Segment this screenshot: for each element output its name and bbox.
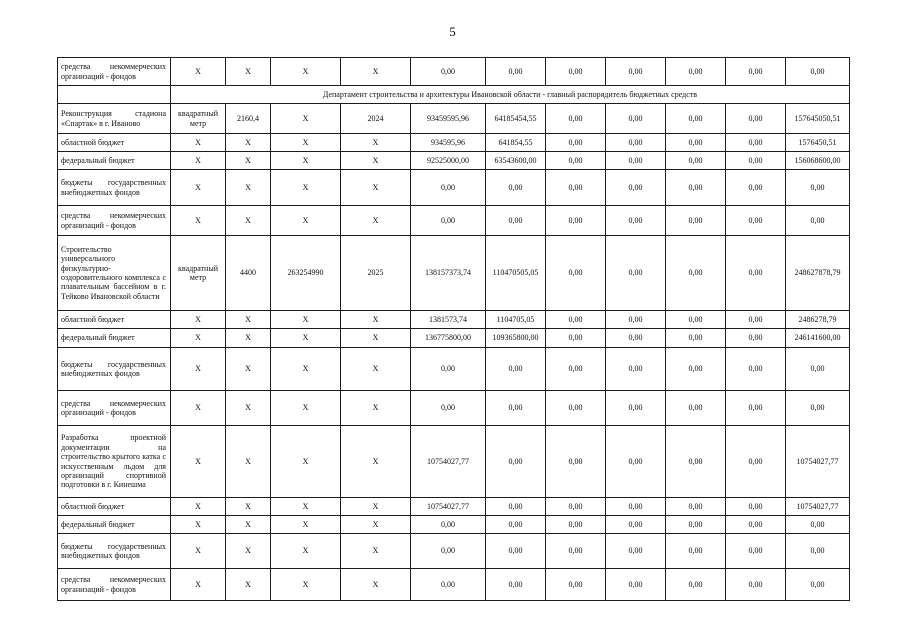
value-cell: X [171,206,226,236]
value-cell: 0,00 [786,534,850,569]
value-cell: 0,00 [666,152,726,170]
table-row [58,206,850,236]
value-cell: 934595,96 [411,134,486,152]
value-cell: 0,00 [666,58,726,86]
value-cell: 0,00 [546,348,606,391]
value-cell: 0,00 [666,134,726,152]
value-cell: 0,00 [411,206,486,236]
value-cell: 0,00 [546,498,606,516]
value-cell: 136775800,00 [411,329,486,348]
value-cell: 0,00 [606,170,666,206]
value-cell: 0,00 [666,426,726,498]
value-cell: X [341,170,411,206]
value-cell: X [341,569,411,601]
value-cell: X [341,58,411,86]
row-label-cell: средства некоммерческих организаций - фондов [58,391,171,426]
value-cell: 0,00 [666,348,726,391]
value-cell: X [226,391,271,426]
value-cell: X [171,311,226,329]
value-cell: 0,00 [486,569,546,601]
value-cell: 0,00 [546,236,606,311]
value-cell: 0,00 [726,206,786,236]
value-cell: 0,00 [486,58,546,86]
value-cell: 0,00 [606,311,666,329]
row-label-cell: бюджеты государственных внебюджетных фондов [58,348,171,391]
value-cell: 0,00 [726,391,786,426]
value-cell: X [171,152,226,170]
row-label-cell: федеральный бюджет [58,516,171,534]
value-cell: 0,00 [546,391,606,426]
value-cell: 0,00 [666,206,726,236]
value-cell: 0,00 [786,569,850,601]
value-cell: X [226,426,271,498]
table-row [58,348,850,391]
value-cell: 0,00 [606,426,666,498]
value-cell: 0,00 [411,391,486,426]
value-cell: X [226,329,271,348]
budget-table [57,57,850,601]
department-band-cell: Департамент строительства и архитектуры Ивановской области - главный распорядитель бюджетных средств [171,86,850,104]
value-cell: 0,00 [786,391,850,426]
value-cell: 0,00 [726,170,786,206]
value-cell: 0,00 [606,236,666,311]
budget-table-body [58,58,850,601]
value-cell: X [271,534,341,569]
value-cell: X [271,311,341,329]
value-cell: X [171,348,226,391]
value-cell: X [271,516,341,534]
value-cell: 0,00 [546,516,606,534]
table-row [58,152,850,170]
value-cell: 0,00 [486,498,546,516]
table-row [58,86,850,104]
value-cell: X [341,391,411,426]
value-cell: 248627878,79 [786,236,850,311]
value-cell: X [341,534,411,569]
table-row [58,516,850,534]
value-cell: 0,00 [666,311,726,329]
value-cell: X [171,498,226,516]
table-row [58,534,850,569]
table-row [58,170,850,206]
value-cell: 63543600,00 [486,152,546,170]
value-cell: X [271,152,341,170]
value-cell: 0,00 [606,498,666,516]
value-cell: 0,00 [546,426,606,498]
table-row [58,236,850,311]
value-cell: 0,00 [606,348,666,391]
value-cell: 0,00 [786,348,850,391]
row-label-cell: федеральный бюджет [58,329,171,348]
value-cell: X [226,58,271,86]
value-cell: X [171,170,226,206]
value-cell: X [171,134,226,152]
table-row [58,134,850,152]
value-cell: X [226,516,271,534]
table-row [58,426,850,498]
value-cell: X [171,426,226,498]
table-row [58,391,850,426]
value-cell: 0,00 [546,104,606,134]
value-cell: X [226,206,271,236]
value-cell: 0,00 [666,569,726,601]
value-cell: X [271,134,341,152]
value-cell: X [171,516,226,534]
value-cell: X [226,348,271,391]
value-cell: X [271,58,341,86]
value-cell: 10754027,77 [411,498,486,516]
value-cell: X [341,311,411,329]
value-cell: 263254990 [271,236,341,311]
value-cell: 0,00 [411,569,486,601]
value-cell: 0,00 [411,534,486,569]
table-row [58,569,850,601]
value-cell: 1381573,74 [411,311,486,329]
value-cell: X [226,498,271,516]
value-cell: 109365800,00 [486,329,546,348]
value-cell: X [171,569,226,601]
value-cell: 0,00 [726,329,786,348]
value-cell: 0,00 [486,534,546,569]
value-cell: X [226,311,271,329]
value-cell: X [226,152,271,170]
value-cell: 0,00 [786,170,850,206]
page-number: 5 [449,24,456,39]
value-cell: 0,00 [606,134,666,152]
table-row [58,329,850,348]
value-cell: 2160,4 [226,104,271,134]
value-cell: 0,00 [486,206,546,236]
value-cell: 0,00 [726,134,786,152]
value-cell: 0,00 [411,58,486,86]
value-cell: 246141600,00 [786,329,850,348]
value-cell: 64185454,55 [486,104,546,134]
value-cell: X [341,329,411,348]
value-cell: 0,00 [666,236,726,311]
value-cell: 0,00 [726,498,786,516]
value-cell: 0,00 [546,170,606,206]
value-cell: X [271,391,341,426]
value-cell: 0,00 [606,58,666,86]
value-cell: X [341,152,411,170]
value-cell: 0,00 [606,206,666,236]
value-cell: 0,00 [726,426,786,498]
table-row [58,58,850,86]
row-label-cell: средства некоммерческих организаций - фондов [58,206,171,236]
value-cell: 110470505,05 [486,236,546,311]
value-cell: 641854,55 [486,134,546,152]
value-cell: 0,00 [411,170,486,206]
value-cell: 0,00 [486,170,546,206]
table-row [58,104,850,134]
value-cell: X [226,170,271,206]
value-cell: 0,00 [786,516,850,534]
empty-cell [58,86,171,104]
value-cell: X [171,534,226,569]
value-cell: 0,00 [666,170,726,206]
value-cell: 0,00 [786,58,850,86]
value-cell: 0,00 [666,391,726,426]
row-label-cell: средства некоммерческих организаций - фондов [58,569,171,601]
value-cell: X [271,206,341,236]
value-cell: 0,00 [546,152,606,170]
table-row [58,311,850,329]
value-cell: X [341,206,411,236]
value-cell: 0,00 [726,104,786,134]
value-cell: 0,00 [486,348,546,391]
row-label-cell: Строительство универсального физкультурно-оздоровительного комплекса с плавательным бассейном в г. Тейково Ивановской области [58,236,171,311]
value-cell: 0,00 [666,498,726,516]
value-cell: 0,00 [486,391,546,426]
value-cell: 0,00 [666,329,726,348]
value-cell: 0,00 [546,534,606,569]
value-cell: X [271,329,341,348]
value-cell: X [271,426,341,498]
value-cell: 0,00 [546,58,606,86]
value-cell: 2024 [341,104,411,134]
value-cell: 156068600,00 [786,152,850,170]
value-cell: квадратный метр [171,104,226,134]
value-cell: 0,00 [606,534,666,569]
value-cell: X [271,170,341,206]
value-cell: X [226,534,271,569]
value-cell: 0,00 [666,534,726,569]
value-cell: X [226,134,271,152]
value-cell: 0,00 [606,104,666,134]
row-label-cell: бюджеты государственных внебюджетных фондов [58,534,171,569]
row-label-cell: областной бюджет [58,311,171,329]
value-cell: 138157373,74 [411,236,486,311]
value-cell: 0,00 [606,329,666,348]
value-cell: 1104705,05 [486,311,546,329]
value-cell: X [341,134,411,152]
value-cell: 157645050,51 [786,104,850,134]
value-cell: 0,00 [726,534,786,569]
value-cell: 2486278,79 [786,311,850,329]
value-cell: 0,00 [411,348,486,391]
value-cell: квадратный метр [171,236,226,311]
value-cell: 4400 [226,236,271,311]
value-cell: 0,00 [726,58,786,86]
value-cell: 10754027,77 [786,426,850,498]
value-cell: 2025 [341,236,411,311]
value-cell: 0,00 [546,311,606,329]
value-cell: 93459595,96 [411,104,486,134]
row-label-cell: Разработка проектной документации на строительство крытого катка с искусственным льдом для организаций спортивной подготовки в г. Кинешма [58,426,171,498]
value-cell: 0,00 [546,134,606,152]
value-cell: 0,00 [786,206,850,236]
value-cell: X [341,348,411,391]
value-cell: 0,00 [606,391,666,426]
row-label-cell: средства некоммерческих организаций - фондов [58,58,171,86]
value-cell: X [171,391,226,426]
row-label-cell: областной бюджет [58,134,171,152]
row-label-cell: областной бюджет [58,498,171,516]
value-cell: 0,00 [726,569,786,601]
row-label-cell: бюджеты государственных внебюджетных фондов [58,170,171,206]
row-label-cell: федеральный бюджет [58,152,171,170]
value-cell: X [271,348,341,391]
value-cell: 0,00 [606,152,666,170]
value-cell: 0,00 [486,516,546,534]
value-cell: 10754027,77 [411,426,486,498]
value-cell: 0,00 [546,329,606,348]
value-cell: X [271,569,341,601]
value-cell: X [271,104,341,134]
value-cell: 0,00 [726,236,786,311]
value-cell: 0,00 [606,569,666,601]
row-label-cell: Реконструкция стадиона «Спартак» в г. Иваново [58,104,171,134]
value-cell: 0,00 [546,569,606,601]
value-cell: 1576450,51 [786,134,850,152]
value-cell: 0,00 [726,311,786,329]
value-cell: 0,00 [486,426,546,498]
value-cell: 0,00 [546,206,606,236]
value-cell: X [341,498,411,516]
value-cell: 0,00 [666,104,726,134]
value-cell: 0,00 [666,516,726,534]
value-cell: X [226,569,271,601]
value-cell: 0,00 [726,516,786,534]
value-cell: X [271,498,341,516]
value-cell: 0,00 [726,348,786,391]
value-cell: 0,00 [606,516,666,534]
value-cell: 10754027,77 [786,498,850,516]
value-cell: X [341,516,411,534]
value-cell: 0,00 [411,516,486,534]
value-cell: X [171,58,226,86]
value-cell: X [171,329,226,348]
table-row [58,498,850,516]
value-cell: X [341,426,411,498]
value-cell: 92525000,00 [411,152,486,170]
value-cell: 0,00 [726,152,786,170]
